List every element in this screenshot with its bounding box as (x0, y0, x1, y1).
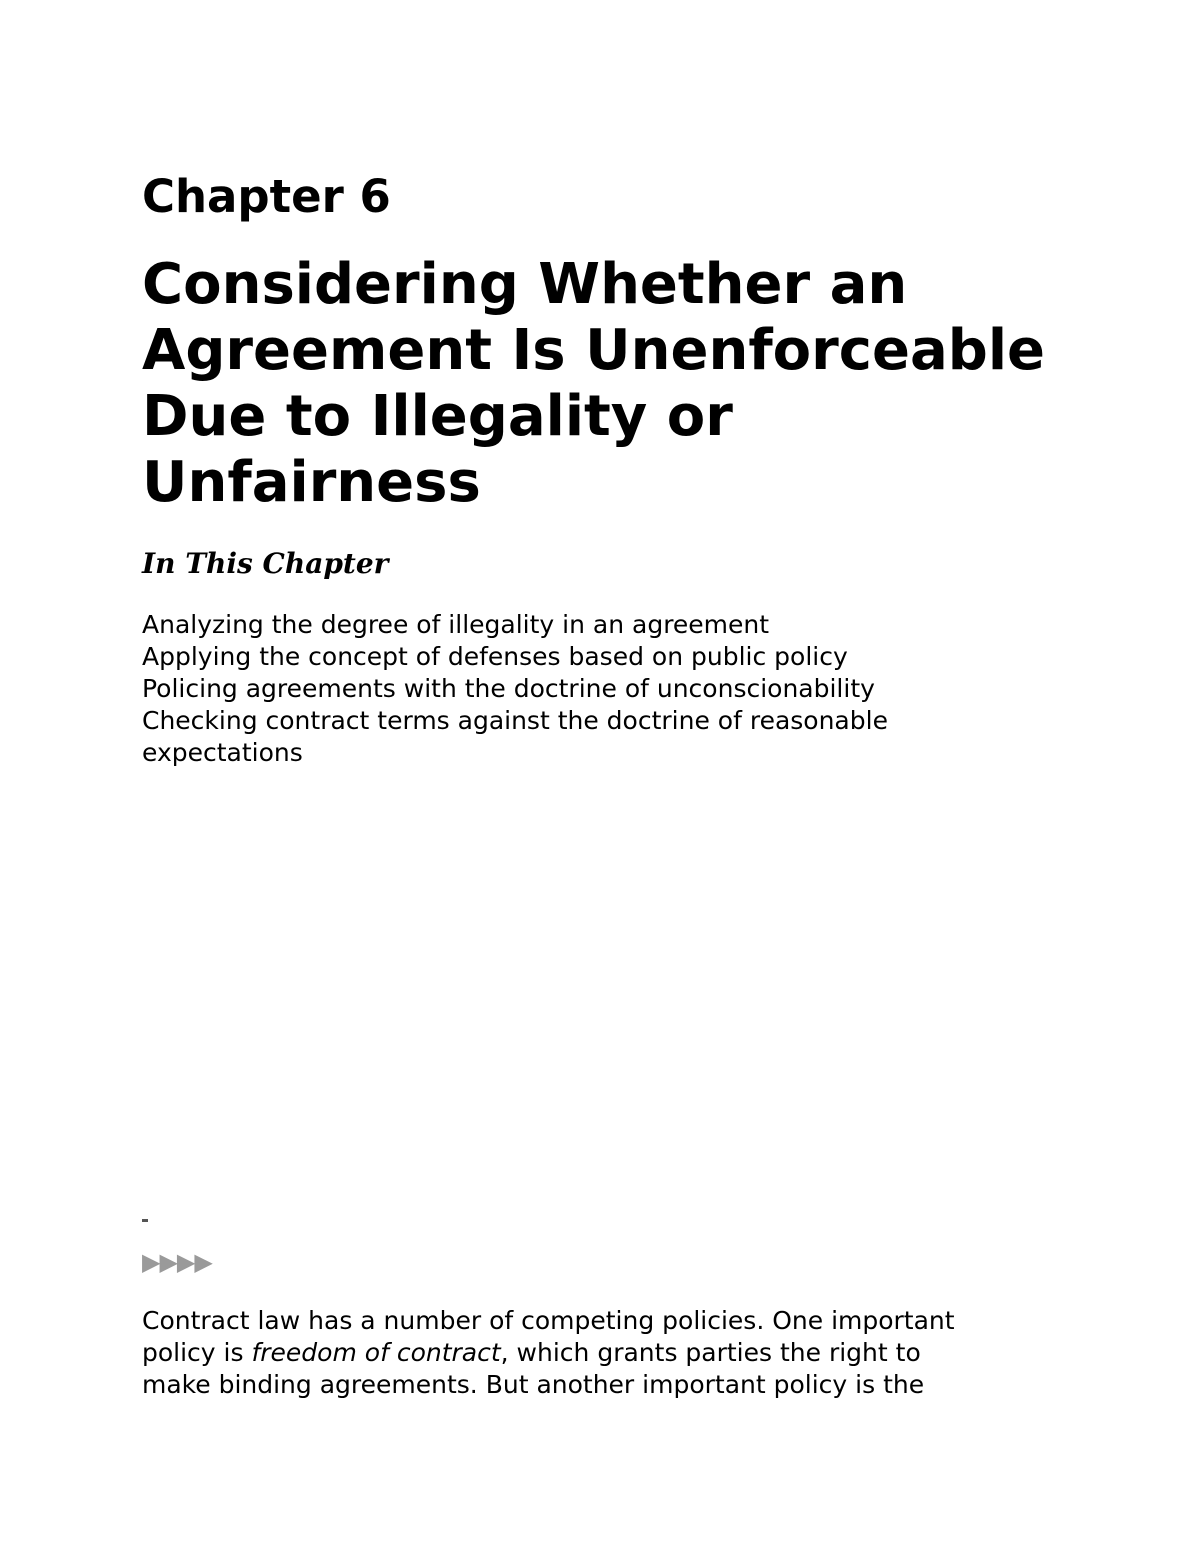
dash-marker (142, 1219, 148, 1222)
chapter-topics-list (142, 609, 888, 769)
chapter-topic: Analyzing the degree of illegality in an agreement (142, 610, 770, 639)
body-line: Contract law has a number of competing policies. One important (142, 1306, 955, 1335)
body-paragraph (142, 1305, 955, 1401)
chapter-label: Chapter 6 (142, 170, 391, 223)
chapter-topic: Policing agreements with the doctrine of unconscionability (142, 674, 875, 703)
chapter-title-line: Agreement Is Unenforceable (142, 318, 1045, 383)
chapter-title-line: Unfairness (142, 450, 481, 515)
arrow-markers-icon: ▶▶▶▶ (142, 1248, 212, 1276)
in-this-chapter-heading: In This Chapter (142, 547, 389, 580)
chapter-topic: expectations (142, 738, 303, 767)
body-line (142, 1337, 955, 1369)
chapter-title-line: Due to Illegality or (142, 384, 733, 449)
emphasis-freedom-of-contract: freedom of contract (251, 1338, 501, 1367)
chapter-topic: Checking contract terms against the doctrine of reasonable (142, 706, 888, 735)
chapter-title-line: Considering Whether an (142, 252, 908, 317)
body-text-run: , which grants parties the right to (500, 1338, 921, 1367)
chapter-title (142, 252, 1142, 516)
chapter-topic: Applying the concept of defenses based on public policy (142, 642, 848, 671)
body-line: make binding agreements. But another important policy is the (142, 1370, 925, 1399)
body-text-run: policy is (142, 1338, 252, 1367)
